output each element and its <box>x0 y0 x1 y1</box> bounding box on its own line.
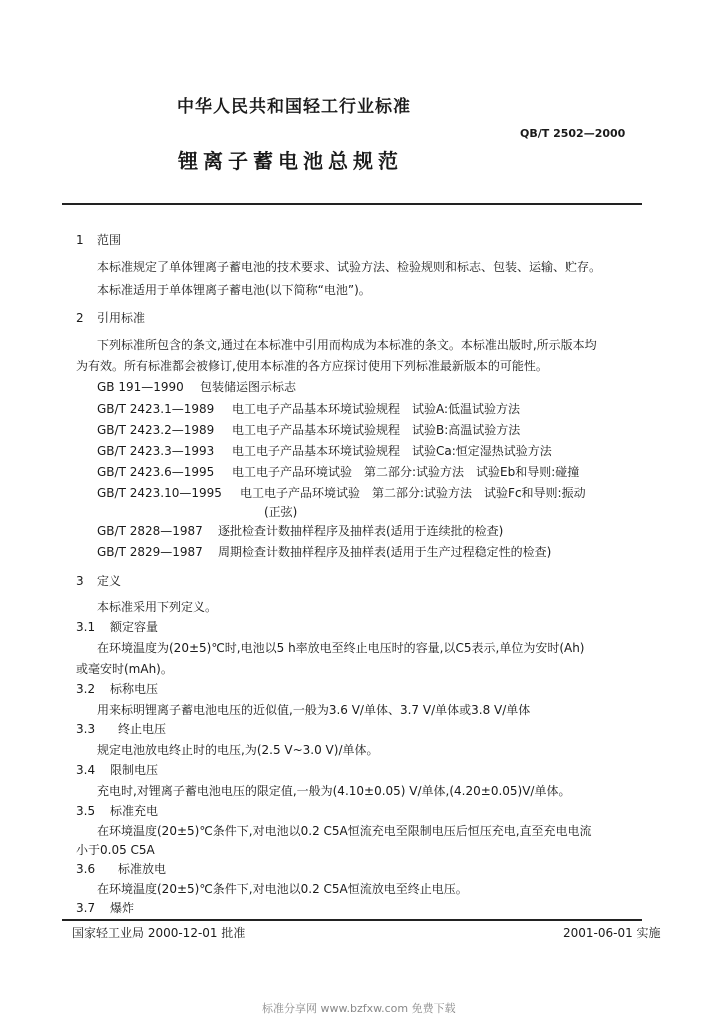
section-3-intro: 本标准采用下列定义。 <box>97 600 218 614</box>
ref-title: 电工电子产品基本环境试验规程 试验Ca:恒定湿热试验方法 <box>232 444 552 458</box>
document-title: 锂离子蓄电池总规范 <box>178 149 403 173</box>
clause-body: 或毫安时(mAh)。 <box>76 662 173 676</box>
clause-number: 3.6 <box>76 862 96 876</box>
ref-title: 周期检查计数抽样程序及抽样表(适用于生产过程稳定性的检查) <box>218 545 552 559</box>
clause-body: 用来标明锂离子蓄电池电压的近似值,一般为3.6 V/单体、3.7 V/单体或3.8 V/单体 <box>97 703 531 717</box>
watermark: 标准分享网 www.bzfxw.com 免费下载 <box>262 1002 456 1015</box>
section-2-title: 引用标准 <box>97 311 146 325</box>
ref-code: GB 191—1990 <box>97 380 184 394</box>
ref-title: 电工电子产品环境试验 第二部分:试验方法 试验Fc和导则:振动 <box>240 486 586 500</box>
clause-term: 标准充电 <box>110 804 159 818</box>
ref-code: GB/T 2423.2—1989 <box>97 423 215 437</box>
clause-number: 3.5 <box>76 804 96 818</box>
clause-term: 爆炸 <box>110 901 135 915</box>
clause-number: 3.4 <box>76 763 96 777</box>
section-2-number: 2 <box>76 311 84 325</box>
ref-code: GB/T 2829—1987 <box>97 545 203 559</box>
clause-term: 标准放电 <box>118 862 167 876</box>
section-1-para-2: 本标准适用于单体锂离子蓄电池(以下简称“电池”)。 <box>97 283 371 297</box>
clause-body: 小于0.05 C5A <box>76 843 155 857</box>
section-3-title: 定义 <box>97 574 122 588</box>
ref-code: GB/T 2423.3—1993 <box>97 444 215 458</box>
ref-code: GB/T 2423.6—1995 <box>97 465 215 479</box>
clause-term: 标称电压 <box>110 682 159 696</box>
clause-number: 3.3 <box>76 722 96 736</box>
clause-number: 3.7 <box>76 901 96 915</box>
effective-date: 2001-06-01 实施 <box>563 926 661 940</box>
issuing-body: 中华人民共和国轻工行业标准 <box>177 97 411 117</box>
ref-title: 电工电子产品基本环境试验规程 试验A:低温试验方法 <box>232 402 521 416</box>
clause-number: 3.1 <box>76 620 96 634</box>
ref-title: 电工电子产品环境试验 第二部分:试验方法 试验Eb和导则:碰撞 <box>232 465 580 479</box>
clause-body: 在环境温度(20±5)℃条件下,对电池以0.2 C5A恒流充电至限制电压后恒压充电,直至充电电流 <box>97 824 592 838</box>
footer-rule <box>62 919 642 921</box>
ref-code: GB/T 2423.1—1989 <box>97 402 215 416</box>
ref-title-continued: (正弦) <box>264 505 298 519</box>
section-1-para-1: 本标准规定了单体锂离子蓄电池的技术要求、试验方法、检验规则和标志、包装、运输、贮存。 <box>97 260 602 274</box>
clause-term: 额定容量 <box>110 620 159 634</box>
clause-body: 在环境温度(20±5)℃条件下,对电池以0.2 C5A恒流放电至终止电压。 <box>97 882 468 896</box>
approval-line: 国家轻工业局 2000-12-01 批准 <box>72 926 246 940</box>
section-3-number: 3 <box>76 574 84 588</box>
ref-title: 包装储运图示标志 <box>200 380 297 394</box>
clause-body: 在环境温度为(20±5)℃时,电池以5 h率放电至终止电压时的容量,以C5表示,单位为安时(Ah) <box>97 641 585 655</box>
clause-body: 充电时,对锂离子蓄电池电压的限定值,一般为(4.10±0.05) V/单体,(4.20±0.05)V/单体。 <box>97 784 571 798</box>
ref-code: GB/T 2423.10—1995 <box>97 486 222 500</box>
header-rule <box>62 203 642 205</box>
section-2-intro-2: 为有效。所有标准都会被修订,使用本标准的各方应探讨使用下列标准最新版本的可能性。 <box>76 359 548 373</box>
ref-code: GB/T 2828—1987 <box>97 524 203 538</box>
standard-code: QB/T 2502—2000 <box>520 127 626 140</box>
section-2-intro-1: 下列标准所包含的条文,通过在本标准中引用而构成为本标准的条文。本标准出版时,所示版本均 <box>97 338 597 352</box>
clause-number: 3.2 <box>76 682 96 696</box>
section-1-number: 1 <box>76 233 84 247</box>
clause-term: 终止电压 <box>118 722 167 736</box>
ref-title: 逐批检查计数抽样程序及抽样表(适用于连续批的检查) <box>218 524 504 538</box>
section-1-title: 范围 <box>97 233 122 247</box>
clause-term: 限制电压 <box>110 763 159 777</box>
ref-title: 电工电子产品基本环境试验规程 试验B:高温试验方法 <box>232 423 521 437</box>
clause-body: 规定电池放电终止时的电压,为(2.5 V~3.0 V)/单体。 <box>97 743 379 757</box>
